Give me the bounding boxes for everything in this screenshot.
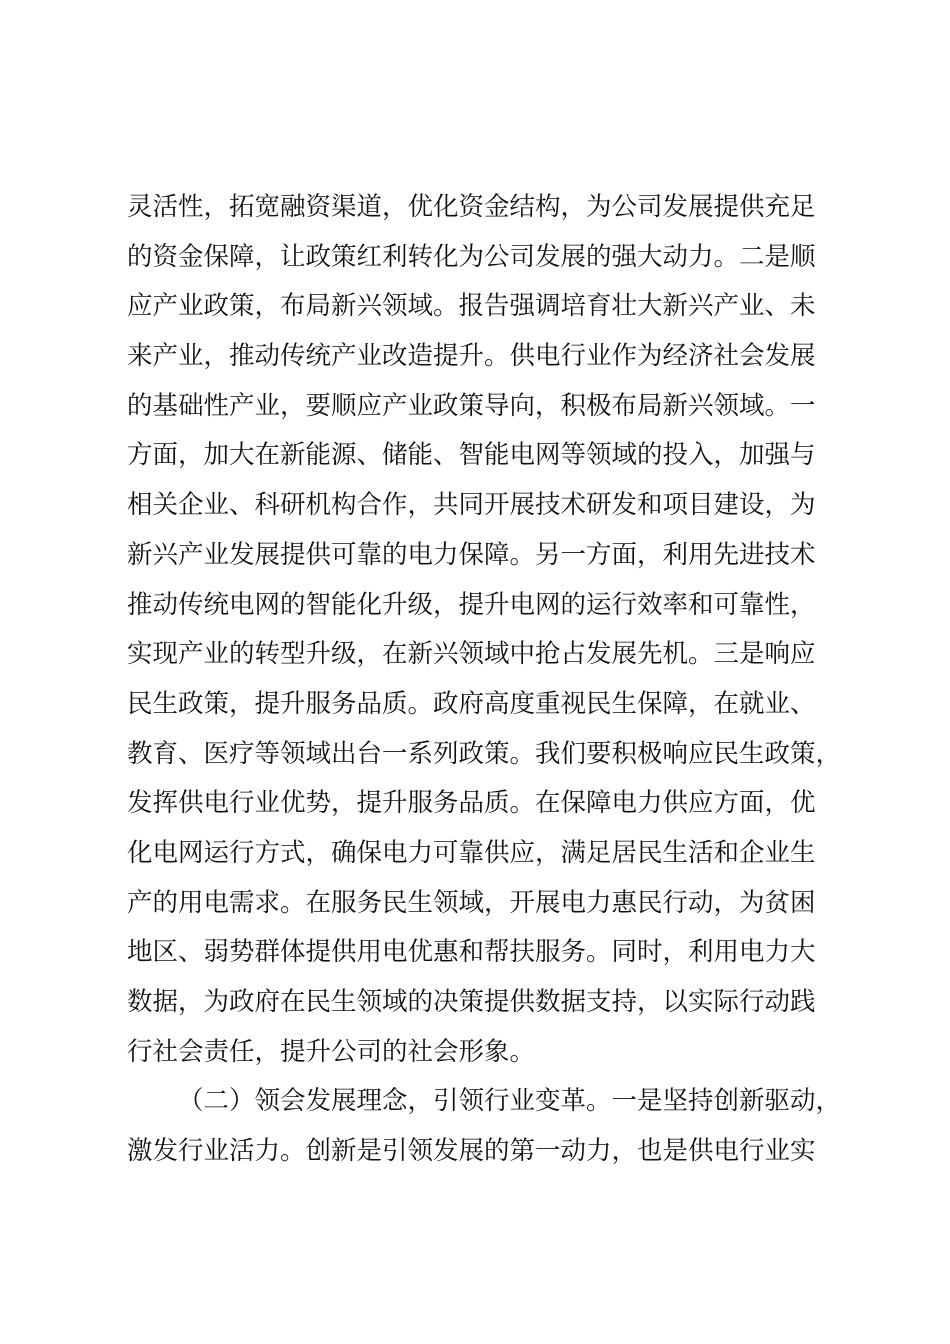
text-line: 实现产业的转型升级，在新兴领域中抢占发展先机。三是响应 <box>127 639 816 670</box>
body-text <box>127 183 867 1177</box>
text-line: 化电网运行方式，确保电力可靠供应，满足居民生活和企业生 <box>127 837 816 868</box>
paragraph-start-line: （二）领会发展理念，引领行业变革。一是坚持创新驱动， <box>178 1086 842 1117</box>
text-line: 的基础性产业，要顺应产业政策导向，积极布局新兴领域。一 <box>127 390 816 421</box>
text-line: 发挥供电行业优势，提升服务品质。在保障电力供应方面，优 <box>127 788 816 819</box>
text-line: 应产业政策，布局新兴领域。报告强调培育壮大新兴产业、未 <box>127 291 816 322</box>
text-line: 地区、弱势群体提供用电优惠和帮扶服务。同时，利用电力大 <box>127 937 816 968</box>
text-line: 产的用电需求。在服务民生领域，开展电力惠民行动，为贫困 <box>127 887 816 918</box>
text-line: 激发行业活力。创新是引领发展的第一动力，也是供电行业实 <box>127 1136 816 1167</box>
text-line: 相关企业、科研机构合作，共同开展技术研发和项目建设，为 <box>127 490 816 521</box>
text-line: 新兴产业发展提供可靠的电力保障。另一方面，利用先进技术 <box>127 539 816 570</box>
text-line: 灵活性，拓宽融资渠道，优化资金结构，为公司发展提供充足 <box>127 192 816 222</box>
text-line: 来产业，推动传统产业改造提升。供电行业作为经济社会发展 <box>127 341 816 372</box>
text-line: 方面，加大在新能源、储能、智能电网等领域的投入，加强与 <box>127 440 816 471</box>
text-line: 推动传统电网的智能化升级，提升电网的运行效率和可靠性， <box>127 589 816 620</box>
text-line: 民生政策，提升服务品质。政府高度重视民生保障，在就业、 <box>127 688 816 719</box>
text-line: 行社会责任，提升公司的社会形象。 <box>127 1036 536 1067</box>
text-line: 数据，为政府在民生领域的决策提供数据支持，以实际行动践 <box>127 987 816 1017</box>
text-line: 的资金保障，让政策红利转化为公司发展的强大动力。二是顺 <box>127 241 816 272</box>
text-line: 教育、医疗等领域出台一系列政策。我们要积极响应民生政策， <box>127 738 842 769</box>
